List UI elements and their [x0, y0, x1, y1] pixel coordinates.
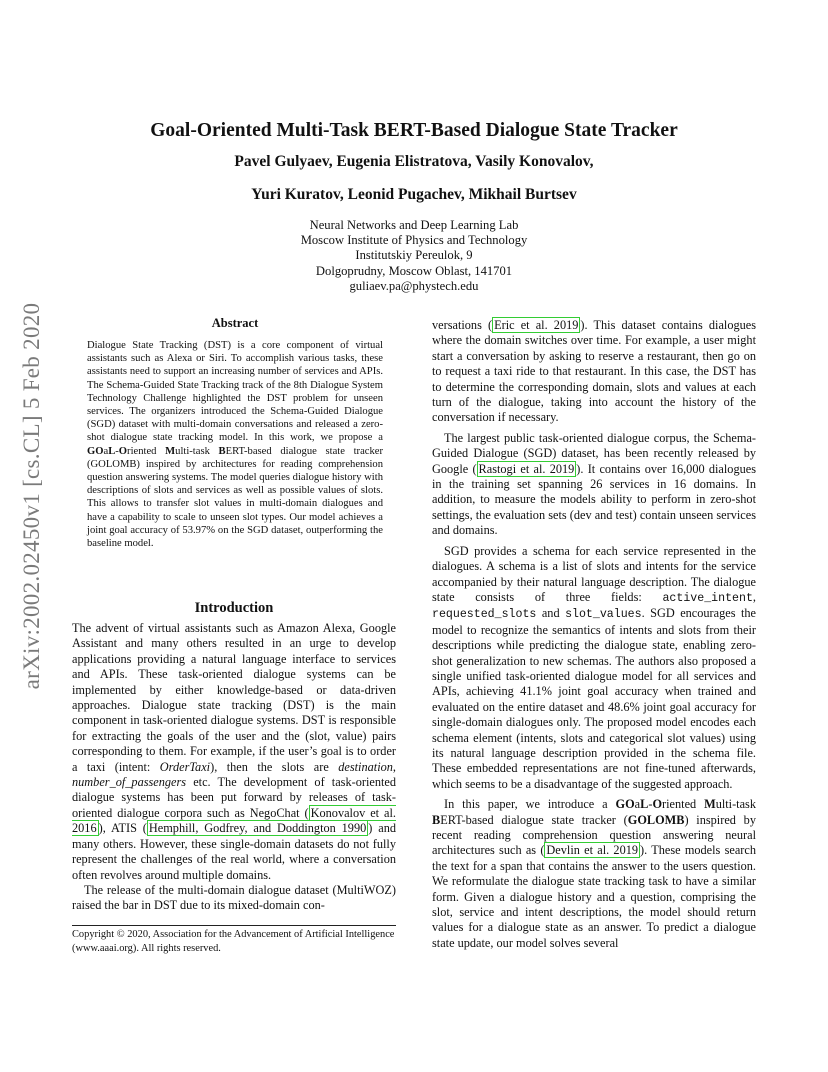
text-run: The largest public task-oriented dialogue corpus, the Schema-Guided Dialogue (SGD) dataset, has been recently released by Google ( [432, 430, 756, 476]
citation-link[interactable]: Devlin et al. 2019 [546, 843, 639, 858]
affiliation-line: Dolgoprudny, Moscow Oblast, 141701 [315, 263, 513, 278]
acronym-letter: - [115, 445, 119, 457]
text-run: ). It contains over 16,000 dialogues in the training set spanning 26 services in 16 domains. In addition, to measure the models ability to perform in zero-shot settings, the evaluation sets (dev and test) contain unseen services and domains. [432, 461, 756, 538]
acronym-letter: GO [87, 445, 104, 457]
abstract-text [87, 339, 383, 550]
code-term: active_intent [662, 591, 753, 605]
copyright-text: Copyright © 2020, Association for the Advancement of Artificial Intelligence (www.aaai.org). All rights reserved. [72, 929, 395, 954]
text-run: ERT-based dialogue state tracker ( [440, 812, 628, 827]
body-paragraph [432, 797, 756, 951]
text-run: versations ( [432, 318, 493, 332]
slot-example: number_of_passengers [72, 775, 187, 790]
text-run: ). These models search the text for a span that contains the answer to the users question. We reformulate the dialogue state tracking task to have a similar form. Given a dialogue history and a question, comprising the slot, service and intent descriptions, the model should return values for a dialogue state as an answer. To predict a dialogue state update, our model solves several [432, 843, 756, 950]
affiliation-line: Neural Networks and Deep Learning Lab [309, 218, 519, 232]
paper-title: Goal-Oriented Multi-Task BERT-Based Dialogue State Tracker [150, 120, 678, 141]
intent-example: OrderTaxi [159, 759, 211, 774]
text-run: The advent of virtual assistants such as Amazon Alexa, Google Assistant and many others resulted in an urge to develop applications providing a natural language interface to services and APIs. These task-oriented dialogue systems can be implemented by either knowledge-based or data-driven approaches. Dialogue state tracking (DST) is the main component in task-oriented dialogue systems. DST is responsible for extracting the goals of the user and the (slot, value) pairs corresponding to them. For example, if the user’s goal is to order a taxi (intent: [72, 621, 396, 774]
right-column [432, 318, 756, 951]
abstract-text-part: ERT-based dialogue state tracker (GOLOMB) inspired by architectures for reading comprehension question answering systems. The model queries dialogue history with descriptions of slots and services as well as possible values of slots. This allows to transfer slot values in multi-domain dialogues and have a capability to scale to unseen slot types. Our model achieves a joint goal accuracy of 53.97% on the SGD dataset, outperforming the baseline model. [87, 445, 383, 550]
text-run: , [392, 759, 396, 774]
body-paragraph [432, 544, 756, 793]
slot-example: destination [338, 759, 393, 774]
acronym-letter: L [108, 445, 116, 457]
acronym-letter: O [652, 797, 663, 812]
acronym-letter: a [634, 797, 641, 812]
model-name: GOLOMB [627, 812, 685, 827]
arxiv-stamp-text: arXiv:2002.02450v1 [cs.CL] 5 Feb 2020 [19, 302, 44, 690]
text-run: ), ATIS ( [98, 821, 147, 836]
acronym-letter: M [165, 445, 176, 457]
body-paragraph [432, 431, 756, 539]
acronym-letter: ulti-task [175, 445, 219, 457]
text-run: ) inspired by recent reading comprehension question answering neural architectures such as ( [432, 812, 756, 858]
acronym-letter: M [704, 797, 716, 812]
code-term: requested_slots [432, 608, 537, 622]
copyright-footnote [72, 925, 396, 955]
acronym-letter: GO [615, 797, 635, 812]
text-run: and [536, 606, 566, 621]
acronym-letter: L [640, 797, 649, 812]
text-run: . SGD encourages the model to recognize the semantics of intents and slots from their descriptions while predicting the dialogue state, enabling zero-shot generalization to new schemas. The authors also proposed a single unified task-oriented dialogue model for all services and APIs, achieving 41.1% joint goal accuracy when trained and evaluated on the entire dataset and 48.6% joint goal accuracy for single-domain dialogues only. The proposed model encodes each schema element (intents, slots and categorical slot values) using its natural language description provided in the schema file. These embedded representations are not fine-tuned afterwards, which seems to be a disadvantage of the suggested approach. [432, 606, 756, 791]
acronym-letter: ulti-task [715, 797, 756, 812]
introduction-paragraph: The release of the multi-domain dialogue dataset (MultiWOZ) raised the bar in DST due to its mixed-domain con- [72, 882, 396, 913]
affiliation-line: Moscow Institute of Physics and Technology [300, 233, 528, 248]
text-run: etc. The development of task-oriented dialogue systems has been put forward by releases of task-oriented dialogue corpora such as NegoChat ( [72, 775, 396, 820]
text-run: , [752, 589, 756, 604]
acronym-letter: O [118, 445, 128, 457]
acronym-letter: riented [662, 797, 705, 812]
affiliation [0, 218, 828, 294]
citation-link[interactable]: Konovalov et al. 2016 [72, 805, 396, 836]
introduction-heading: Introduction [194, 600, 274, 616]
citation-link[interactable]: Hemphill, Godfrey, and Doddington 1990 [148, 821, 367, 836]
introduction-paragraph [72, 621, 396, 883]
acronym-letter: riented [127, 445, 166, 457]
authors-line-1: Pavel Gulyaev, Eugenia Elistratova, Vasily Konovalov, [234, 153, 594, 170]
introduction-section [72, 600, 396, 914]
abstract-section [87, 316, 383, 550]
citation-link[interactable]: Rastogi et al. 2019 [478, 461, 575, 476]
acronym-letter: a [103, 445, 109, 457]
text-run: ) and many others. However, these single-domain datasets do not fully represent the challenges of the real world, where a conversation often revolves around multiple domains. [72, 821, 396, 882]
text-run: SGD provides a schema for each service represented in the dialogues. A schema is a list of slots and intents for the service accompanied by their natural language description. The dialogue state consists of three fields: [432, 543, 756, 604]
abstract-heading: Abstract [211, 316, 259, 330]
authors-line-2: Yuri Kuratov, Leonid Pugachev, Mikhail Burtsev [251, 186, 577, 203]
body-paragraph [432, 318, 756, 426]
text-run: ), then the slots are [210, 759, 339, 774]
acronym-letter: - [648, 797, 653, 812]
arxiv-stamp [12, 296, 52, 696]
affiliation-line: Institutskiy Pereulok, 9 [355, 248, 473, 263]
citation-link[interactable]: Eric et al. 2019 [494, 318, 579, 332]
acronym-letter: B [432, 812, 441, 827]
acronym-letter: B [218, 445, 226, 457]
code-term: slot_values [565, 608, 642, 622]
author-email: guliaev.pa@phystech.edu [349, 278, 479, 293]
text-run: ). This dataset contains dialogues where the domain switches over time. For example, a user might start a conversation by asking to reserve a restaurant, then go on to request a taxi ride to that restaurant. In this case, the DST has to determine the corresponding domain, slots and values at each turn of the dialogue, taking into account the history of the conversation if necessary. [432, 318, 757, 425]
text-run: In this paper, we introduce a [444, 797, 616, 812]
abstract-text-part: Dialogue State Tracking (DST) is a core component of virtual assistants such as Alexa or Siri. To accomplish various tasks, these assistants need to support an increasing number of services and APIs. The Schema-Guided State Tracking track of the 8th Dialogue System Technology Challenge highlighted the DST problem for unseen services. The organizers introduced the Schema-Guided Dialogue (SGD) dataset with multi-domain conversations and released a zero-shot dialogue state tracking model. In this work, we propose a [87, 340, 383, 444]
